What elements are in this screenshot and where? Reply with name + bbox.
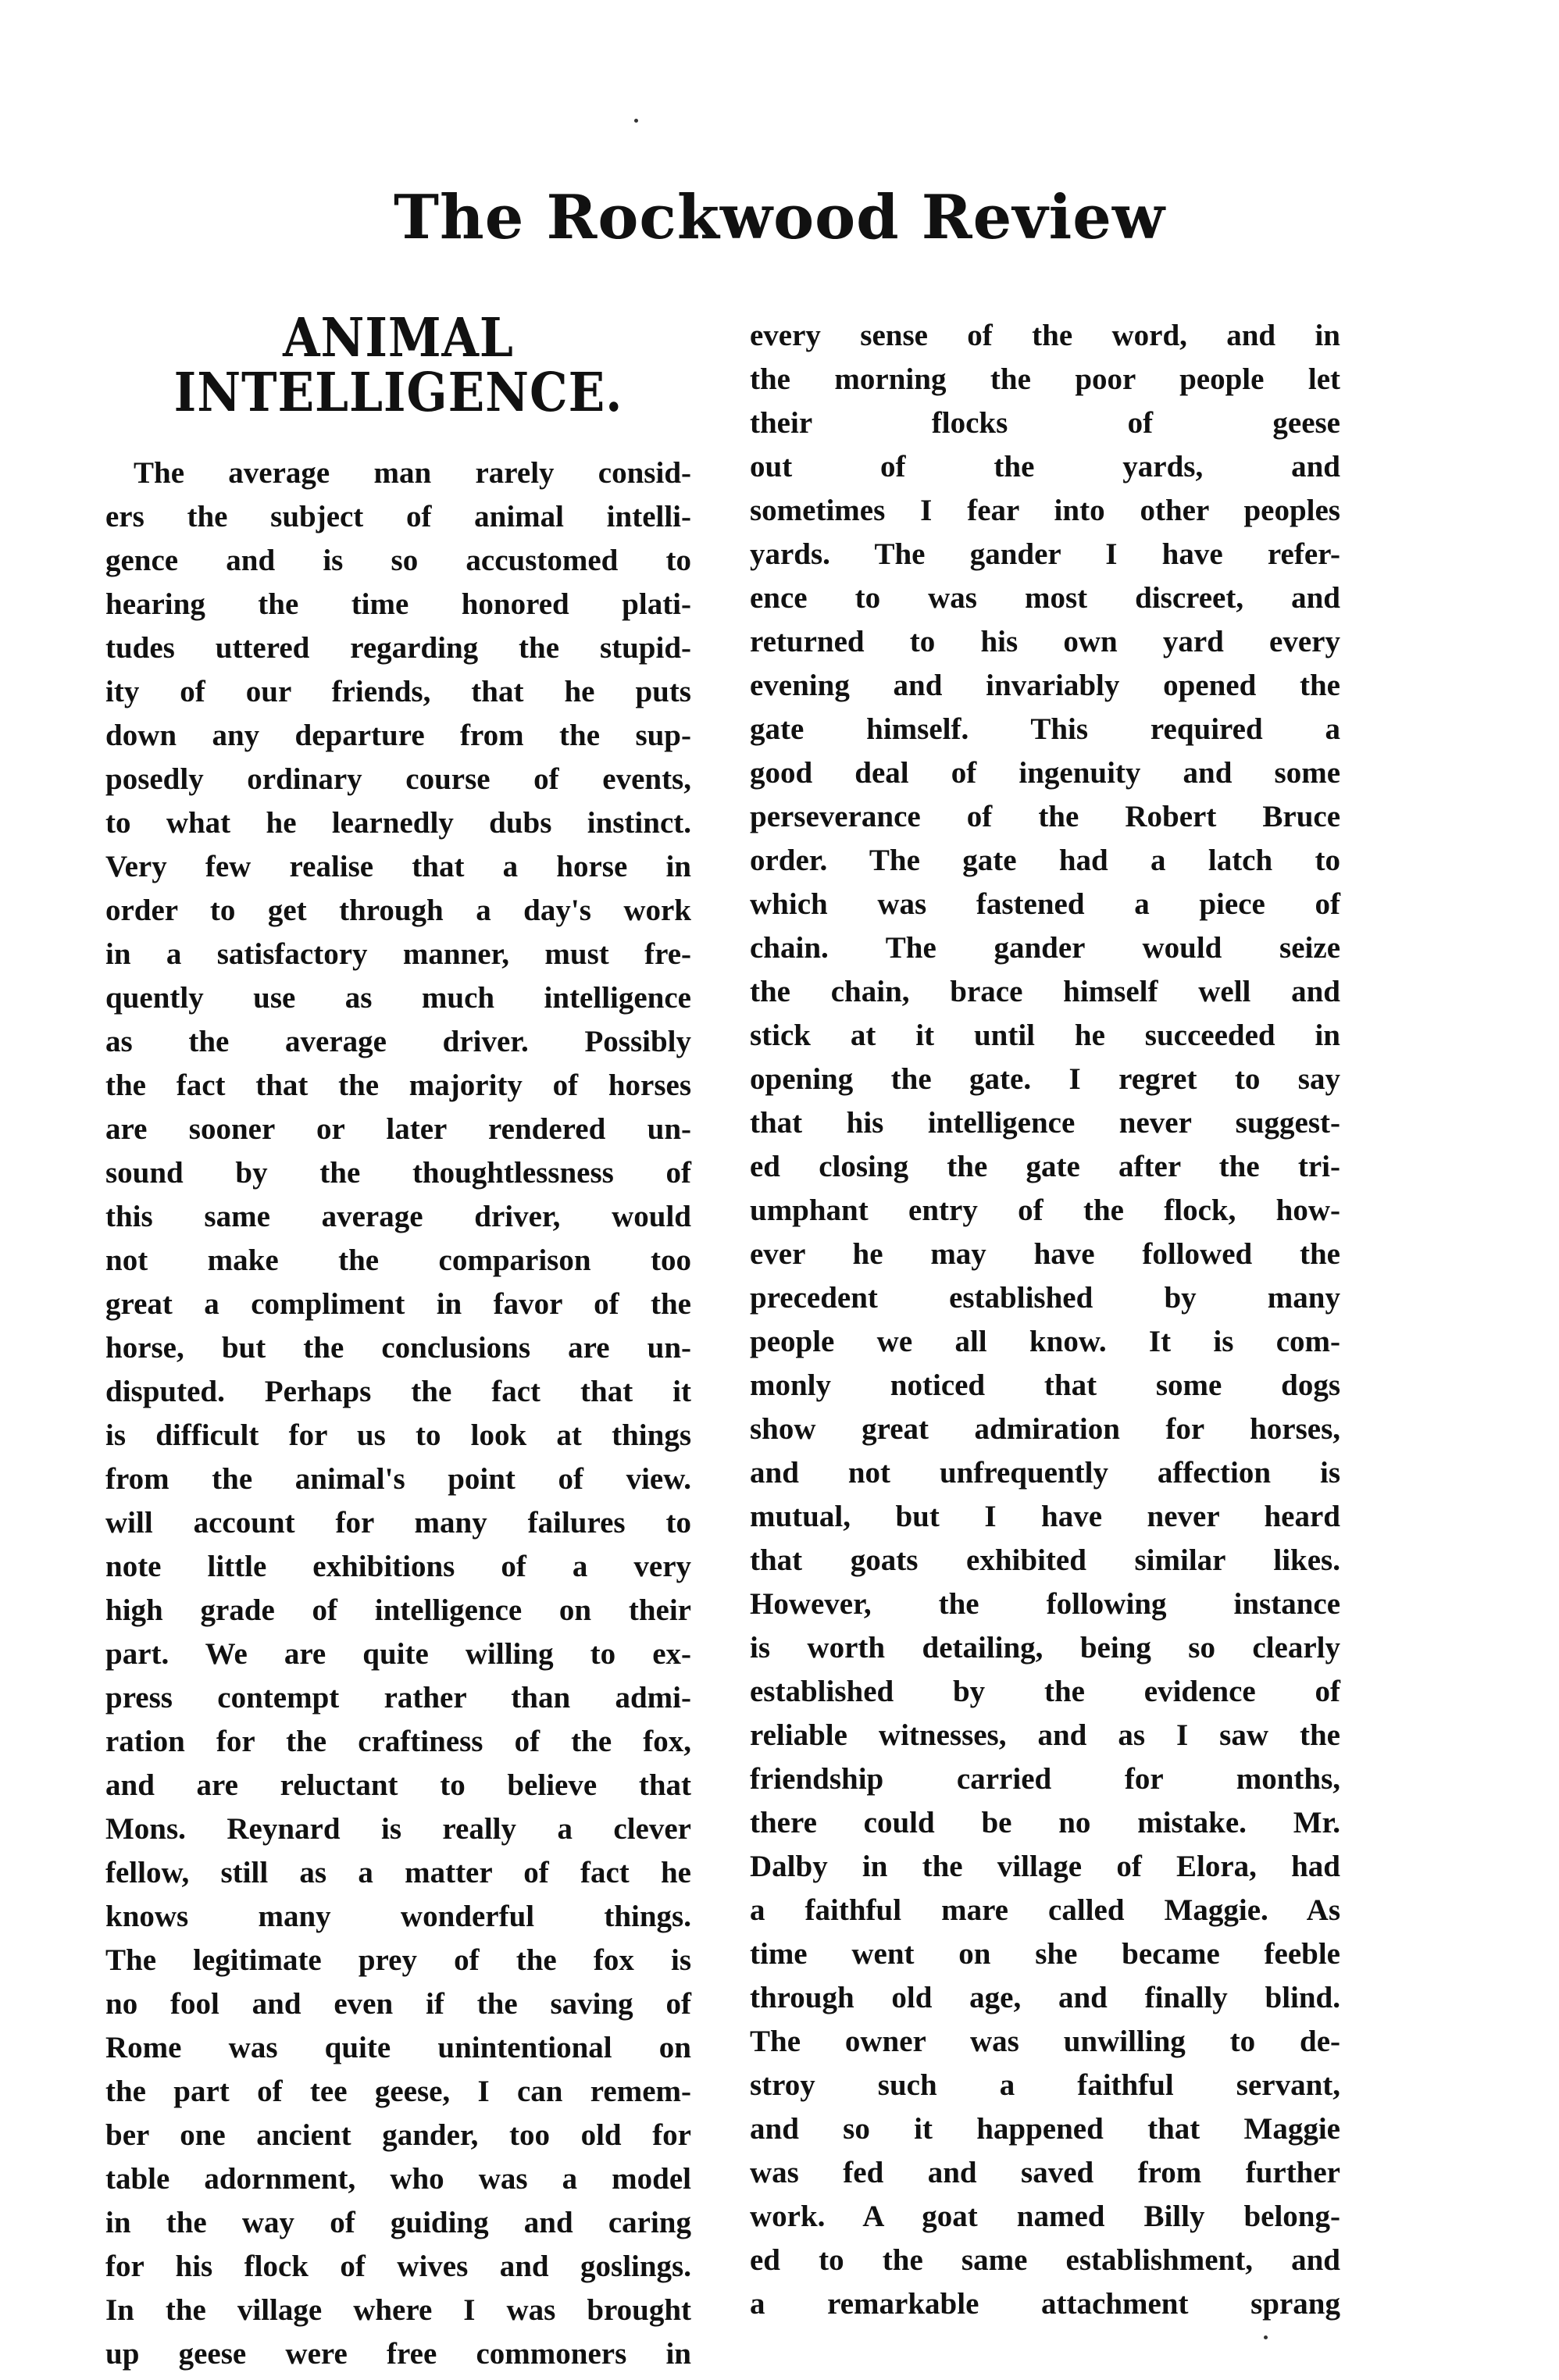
text-line: fellow, still as a matter of fact he bbox=[105, 1856, 691, 1889]
text-line: there could be no mistake. Mr. bbox=[750, 1806, 1340, 1839]
text-line: umphant entry of the flock, how- bbox=[750, 1194, 1340, 1227]
text-line: precedent established by many bbox=[750, 1281, 1340, 1315]
right-column-text bbox=[750, 314, 1340, 2326]
text-line: perseverance of the Robert Bruce bbox=[750, 800, 1340, 833]
text-line: and are reluctant to believe that bbox=[105, 1768, 691, 1802]
text-line: posedly ordinary course of events, bbox=[105, 762, 691, 796]
text-line: the fact that the majority of horses bbox=[105, 1069, 691, 1102]
text-line: the morning the poor people let bbox=[750, 362, 1340, 396]
text-line: chain. The gander would seize bbox=[750, 931, 1340, 965]
text-line: However, the following instance bbox=[750, 1587, 1340, 1621]
text-line: not make the comparison too bbox=[105, 1244, 691, 1277]
text-line: note little exhibitions of a very bbox=[105, 1550, 691, 1583]
text-line: gate himself. This required a bbox=[750, 712, 1340, 746]
text-line: high grade of intelligence on their bbox=[105, 1593, 691, 1627]
text-line: was fed and saved from further bbox=[750, 2156, 1340, 2189]
text-line: horse, but the conclusions are un- bbox=[105, 1331, 691, 1365]
text-line: stick at it until he succeeded in bbox=[750, 1019, 1340, 1052]
left-column-text bbox=[105, 451, 691, 2376]
text-line: down any departure from the sup- bbox=[105, 719, 691, 752]
text-line: ence to was most discreet, and bbox=[750, 581, 1340, 615]
text-line: in a satisfactory manner, must fre- bbox=[105, 937, 691, 971]
text-line: to what he learnedly dubs instinct. bbox=[105, 806, 691, 840]
text-line: up geese were free commoners in bbox=[105, 2337, 691, 2371]
text-line: and not unfrequently affection is bbox=[750, 1456, 1340, 1490]
text-line: ration for the craftiness of the fox, bbox=[105, 1725, 691, 1758]
text-line: order to get through a day's work bbox=[105, 894, 691, 927]
text-line: every sense of the word, and in bbox=[750, 319, 1340, 352]
text-line: great a compliment in favor of the bbox=[105, 1287, 691, 1321]
text-line: a remarkable attachment sprang bbox=[750, 2287, 1340, 2321]
text-line: and so it happened that Maggie bbox=[750, 2112, 1340, 2146]
text-line: quently use as much intelligence bbox=[105, 981, 691, 1015]
article-title: ANIMAL INTELLIGENCE. bbox=[173, 307, 623, 424]
text-line: which was fastened a piece of bbox=[750, 887, 1340, 921]
left-column bbox=[105, 307, 691, 2376]
text-line: their flocks of geese bbox=[750, 406, 1340, 440]
right-column bbox=[750, 314, 1340, 2326]
text-line: will account for many failures to bbox=[105, 1506, 691, 1540]
text-line: the part of tee geese, I can remem- bbox=[105, 2075, 691, 2108]
text-line: ever he may have followed the bbox=[750, 1237, 1340, 1271]
text-line: sound by the thoughtlessness of bbox=[105, 1156, 691, 1190]
text-line: no fool and even if the saving of bbox=[105, 1987, 691, 2021]
text-line: press contempt rather than admi- bbox=[105, 1681, 691, 1715]
text-line: The legitimate prey of the fox is bbox=[105, 1943, 691, 1977]
text-line: ber one ancient gander, too old for bbox=[105, 2118, 691, 2152]
text-line: show great admiration for horses, bbox=[750, 1412, 1340, 1446]
text-line: reliable witnesses, and as I saw the bbox=[750, 1718, 1340, 1752]
text-line: this same average driver, would bbox=[105, 1200, 691, 1233]
text-line: is difficult for us to look at things bbox=[105, 1418, 691, 1452]
text-line: that goats exhibited similar likes. bbox=[750, 1543, 1340, 1577]
text-line: ity of our friends, that he puts bbox=[105, 675, 691, 708]
text-line: from the animal's point of view. bbox=[105, 1462, 691, 1496]
text-line: ed to the same establishment, and bbox=[750, 2243, 1340, 2277]
text-line: good deal of ingenuity and some bbox=[750, 756, 1340, 790]
text-line: stroy such a faithful servant, bbox=[750, 2068, 1340, 2102]
text-line: Mons. Reynard is really a clever bbox=[105, 1812, 691, 1846]
text-line: mutual, but I have never heard bbox=[750, 1500, 1340, 1533]
print-speck bbox=[1264, 2335, 1268, 2339]
text-line: ers the subject of animal intelli- bbox=[105, 500, 691, 533]
print-speck bbox=[634, 119, 638, 123]
text-line: hearing the time honored plati- bbox=[105, 587, 691, 621]
text-line: The average man rarely consid- bbox=[134, 456, 691, 490]
text-line: Very few realise that a horse in bbox=[105, 850, 691, 883]
text-line: table adornment, who was a model bbox=[105, 2162, 691, 2196]
text-line: people we all know. It is com- bbox=[750, 1325, 1340, 1358]
text-line: disputed. Perhaps the fact that it bbox=[105, 1375, 691, 1408]
text-line: evening and invariably opened the bbox=[750, 669, 1340, 702]
text-line: sometimes I fear into other peoples bbox=[750, 494, 1340, 527]
text-line: The owner was unwilling to de- bbox=[750, 2025, 1340, 2058]
text-line: established by the evidence of bbox=[750, 1675, 1340, 1708]
text-line: part. We are quite willing to ex- bbox=[105, 1637, 691, 1671]
text-line: ed closing the gate after the tri- bbox=[750, 1150, 1340, 1183]
text-line: gence and is so accustomed to bbox=[105, 544, 691, 577]
text-line: knows many wonderful things. bbox=[105, 1900, 691, 1933]
text-line: in the way of guiding and caring bbox=[105, 2206, 691, 2239]
text-line: work. A goat named Billy belong- bbox=[750, 2200, 1340, 2233]
text-line: tudes uttered regarding the stupid- bbox=[105, 631, 691, 665]
text-line: In the village where I was brought bbox=[105, 2293, 691, 2327]
text-line: through old age, and finally blind. bbox=[750, 1981, 1340, 2014]
text-line: Dalby in the village of Elora, had bbox=[750, 1850, 1340, 1883]
text-line: opening the gate. I regret to say bbox=[750, 1062, 1340, 1096]
text-line: returned to his own yard every bbox=[750, 625, 1340, 658]
text-line: Rome was quite unintentional on bbox=[105, 2031, 691, 2064]
text-line: monly noticed that some dogs bbox=[750, 1368, 1340, 1402]
text-line: friendship carried for months, bbox=[750, 1762, 1340, 1796]
text-line: out of the yards, and bbox=[750, 450, 1340, 483]
text-line: a faithful mare called Maggie. As bbox=[750, 1893, 1340, 1927]
text-line: are sooner or later rendered un- bbox=[105, 1112, 691, 1146]
text-line: order. The gate had a latch to bbox=[750, 844, 1340, 877]
text-line: is worth detailing, being so clearly bbox=[750, 1631, 1340, 1665]
text-line: for his flock of wives and goslings. bbox=[105, 2250, 691, 2283]
text-line: that his intelligence never suggest- bbox=[750, 1106, 1340, 1140]
text-line: yards. The gander I have refer- bbox=[750, 537, 1340, 571]
text-line: as the average driver. Possibly bbox=[105, 1025, 691, 1058]
publication-header: The Rockwood Review bbox=[394, 182, 1165, 253]
text-line: time went on she became feeble bbox=[750, 1937, 1340, 1971]
text-line: the chain, brace himself well and bbox=[750, 975, 1340, 1008]
